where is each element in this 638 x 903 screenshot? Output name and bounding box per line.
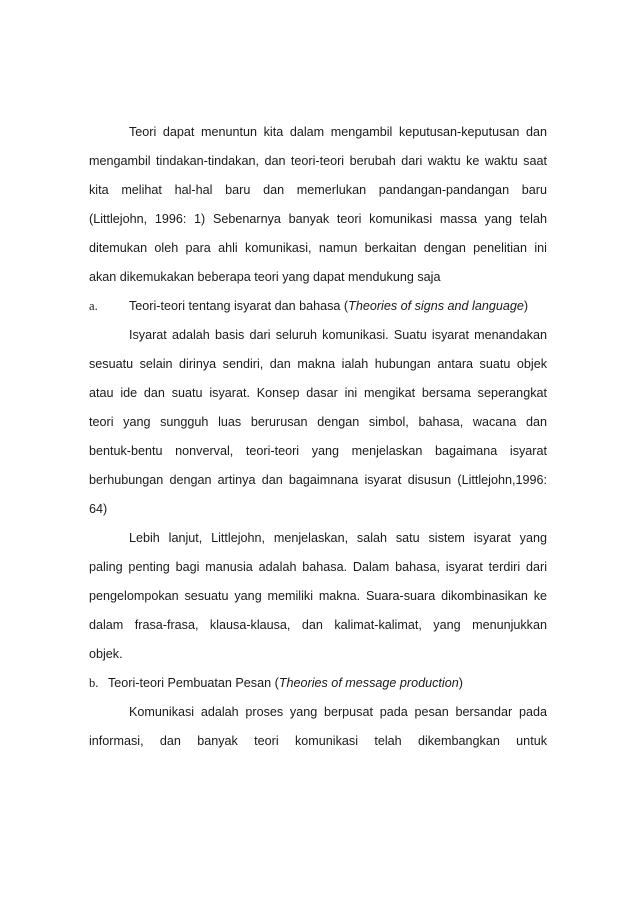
- paragraph-2-line-6: berhubungan dengan artinya dan bagaimnana isyarat disusun (Littlejohn,1996:: [89, 473, 547, 487]
- paragraph-2-line-5: bentuk-bentu nonverval, teori-teori yang menjelaskan bagaimana isyarat: [89, 444, 547, 458]
- paragraph-3-line-3: pengelompokan sesuatu yang memiliki makna. Suara-suara dikombinasikan ke: [89, 589, 547, 603]
- section-heading-a-close: ): [523, 299, 529, 313]
- paragraph-2-line-3: atau ide dan suatu isyarat. Konsep dasar ini mengikat bersama seperangkat: [89, 386, 547, 400]
- section-heading-a: [129, 298, 528, 314]
- paragraph-3-line-4: dalam frasa-frasa, klausa-klausa, dan kalimat-kalimat, yang menunjukkan: [89, 618, 547, 632]
- paragraph-2-line-2: sesuatu selain dirinya sendiri, dan makna ialah hubungan antara suatu objek: [89, 357, 547, 371]
- paragraph-2-line-4: teori yang sungguh luas berurusan dengan simbol, bahasa, wacana dan: [89, 415, 547, 429]
- section-heading-b-close: ): [458, 676, 463, 690]
- section-heading-b-italic: Theories of message production: [278, 676, 459, 690]
- paragraph-1-line-2: mengambil tindakan-tindakan, dan teori-teori berubah dari waktu ke waktu saat: [89, 154, 547, 168]
- paragraph-1-line-1: Teori dapat menuntun kita dalam mengambil keputusan-keputusan dan: [129, 125, 547, 139]
- section-heading-b-text: Teori-teori Pembuatan Pesan (: [108, 676, 279, 690]
- paragraph-4-line-1: Komunikasi adalah proses yang berpusat pada pesan bersandar pada: [129, 705, 547, 719]
- section-heading-a-text: Teori-teori tentang isyarat dan bahasa (: [129, 299, 349, 313]
- paragraph-3-line-5: objek.: [89, 647, 123, 661]
- paragraph-3-line-1: Lebih lanjut, Littlejohn, menjelaskan, salah satu sistem isyarat yang: [129, 531, 547, 545]
- list-marker-a: a.: [89, 299, 98, 313]
- section-heading-a-italic: Theories of signs and language: [348, 299, 524, 313]
- paragraph-4-line-2: informasi, dan banyak teori komunikasi telah dikembangkan untuk: [89, 734, 547, 748]
- paragraph-1-line-4: (Littlejohn, 1996: 1) Sebenarnya banyak teori komunikasi massa yang telah: [89, 212, 547, 226]
- list-marker-b: b.: [89, 676, 99, 690]
- section-heading-b: [108, 675, 463, 691]
- paragraph-2-line-7: 64): [89, 502, 108, 516]
- paragraph-1-line-6: akan dikemukakan beberapa teori yang dapat mendukung saja: [89, 270, 441, 284]
- paragraph-2-line-1: Isyarat adalah basis dari seluruh komunikasi. Suatu isyarat menandakan: [129, 328, 547, 342]
- paragraph-1-line-3: kita melihat hal-hal baru dan memerlukan pandangan-pandangan baru: [89, 183, 547, 197]
- paragraph-1-line-5: ditemukan oleh para ahli komunikasi, namun berkaitan dengan penelitian ini: [89, 241, 547, 255]
- paragraph-3-line-2: paling penting bagi manusia adalah bahasa. Dalam bahasa, isyarat terdiri dari: [89, 560, 547, 574]
